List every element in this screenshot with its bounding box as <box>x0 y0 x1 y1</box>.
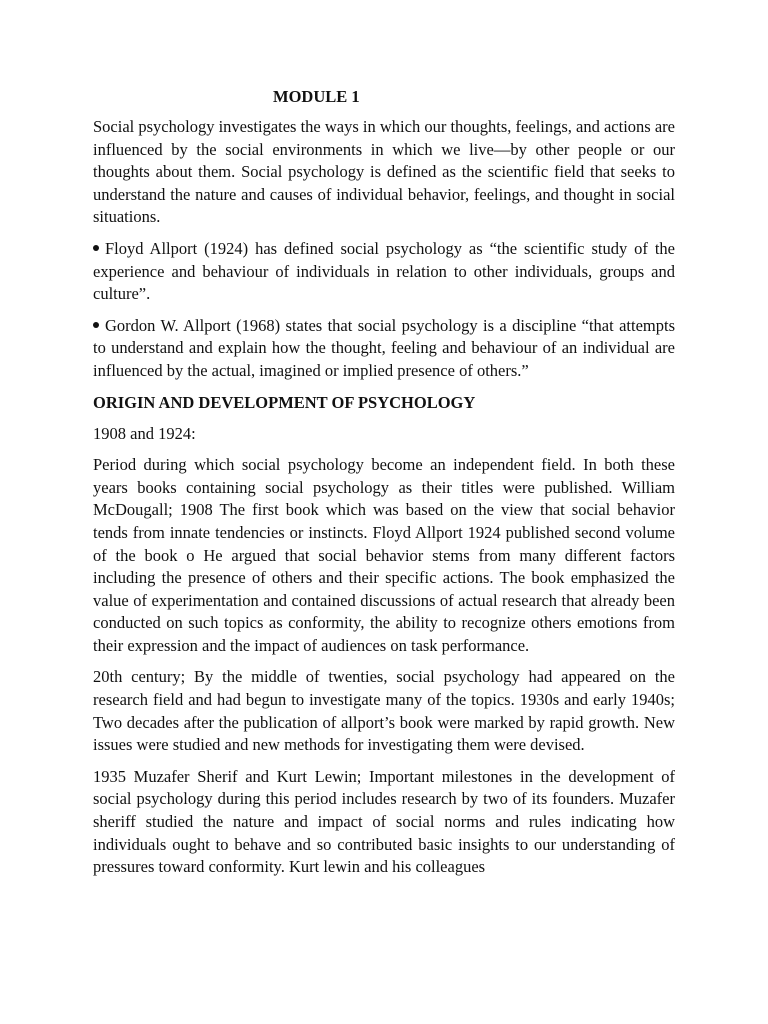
module-title: MODULE 1 <box>273 87 360 106</box>
period-label: 1908 and 1924: <box>93 423 196 443</box>
bullet-icon <box>93 322 99 328</box>
bullet-icon <box>93 245 99 251</box>
bullet-item-floyd-allport <box>93 238 675 306</box>
bullet-item-gordon-allport <box>93 315 675 383</box>
body-paragraph-1935: 1935 Muzafer Sherif and Kurt Lewin; Important milestones in the development of social psychology during this period includes research by two of its founders. Muzafer sheriff studied the nature and impact of social norms and rules indicating how individuals ought to behave and so contributed basic insights to our understanding of pressures toward conformity. Kurt lewin and his colleagues <box>93 766 675 877</box>
bullet-text: Floyd Allport (1924) has defined social psychology as “the scientific study of the experience and behaviour of individuals in relation to other individuals, groups and culture”. <box>93 238 675 304</box>
body-paragraph-period: Period during which social psychology become an independent field. In both these years books containing social psychology as their titles were published. William McDougall; 1908 The first book which was based on the view that social behavior tends from innate tendencies or instincts. Floyd Allport 1924 published second volume of the book o He argued that social behavior stems from many different factors including the presence of others and their specific actions. The book emphasized the value of experimentation and contained discussions of actual research that already been conducted on such topics as conformity, the ability to recognize others emotions from their expression and the impact of audiences on task performance. <box>93 455 675 655</box>
section-heading: ORIGIN AND DEVELOPMENT OF PSYCHOLOGY <box>93 392 476 412</box>
document-page <box>93 86 675 888</box>
bullet-text: Gordon W. Allport (1968) states that social psychology is a discipline “that attempts to understand and explain how the thought, feeling and behaviour of an individual are influenced by the actual, imagined or implied presence of others.” <box>93 315 675 380</box>
body-paragraph-20th-century: 20th century; By the middle of twenties, social psychology had appeared on the research field and had begun to investigate many of the topics. 1930s and early 1940s; Two decades after the publication of allport’s book were marked by rapid growth. New issues were studied and new methods for investigating them were devised. <box>93 667 675 755</box>
intro-paragraph: Social psychology investigates the ways in which our thoughts, feelings, and actions are influenced by the social environments in which we live—by other people or our thoughts about them. Social psychology is defined as the scientific field that seeks to understand the nature and causes of individual behavior, feelings, and thought in social situations. <box>93 117 675 227</box>
